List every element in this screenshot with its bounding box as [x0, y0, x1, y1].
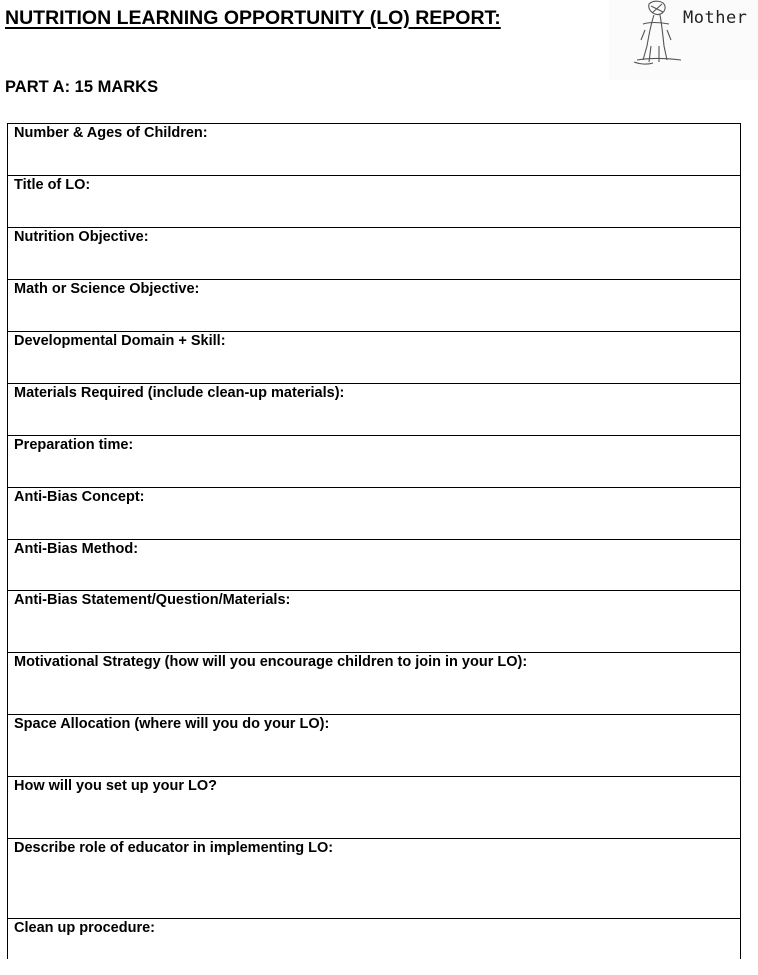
field-label: Preparation time:: [14, 436, 134, 453]
field-row-space-allocation[interactable]: [8, 715, 740, 777]
field-label: Motivational Strategy (how will you encourage children to join in your LO):: [14, 654, 528, 671]
document-title: NUTRITION LEARNING OPPORTUNITY (LO) REPORT:: [5, 7, 501, 29]
field-row-materials[interactable]: [8, 384, 740, 436]
field-label: Nutrition Objective:: [14, 228, 149, 245]
field-row-anti-bias-concept[interactable]: [8, 488, 740, 540]
field-row-nutrition-objective[interactable]: [8, 228, 740, 280]
field-label: Space Allocation (where will you do your LO):: [14, 716, 330, 733]
field-label: Clean up procedure:: [14, 920, 155, 937]
field-row-clean-up[interactable]: [8, 919, 740, 959]
field-label: Developmental Domain + Skill:: [14, 332, 226, 349]
field-row-preparation-time[interactable]: [8, 436, 740, 488]
field-label: Math or Science Objective:: [14, 280, 200, 297]
field-label: Describe role of educator in implementing LO:: [14, 840, 334, 857]
field-row-motivational-strategy[interactable]: [8, 653, 740, 715]
logo-text: Mother: [683, 8, 748, 28]
field-row-setup[interactable]: [8, 777, 740, 839]
field-label: Number & Ages of Children:: [14, 125, 208, 141]
part-heading: PART A: 15 MARKS: [5, 78, 159, 96]
field-row-anti-bias-statement[interactable]: [8, 591, 740, 653]
field-row-developmental-domain[interactable]: [8, 332, 740, 384]
field-row-math-science-objective[interactable]: [8, 280, 740, 332]
field-row-title[interactable]: [8, 176, 740, 228]
field-row-number-ages[interactable]: [8, 124, 740, 176]
hand-drawn-figure-icon: [629, 0, 685, 66]
field-row-anti-bias-method[interactable]: [8, 540, 740, 592]
form-table: [7, 123, 741, 959]
logo: [609, 0, 758, 80]
field-label: How will you set up your LO?: [14, 778, 218, 795]
field-label: Materials Required (include clean-up materials):: [14, 384, 345, 401]
field-label: Title of LO:: [14, 176, 91, 193]
field-label: Anti-Bias Method:: [14, 540, 139, 557]
field-row-educator-role[interactable]: [8, 839, 740, 919]
field-label: Anti-Bias Statement/Question/Materials:: [14, 592, 291, 609]
field-label: Anti-Bias Concept:: [14, 488, 145, 505]
